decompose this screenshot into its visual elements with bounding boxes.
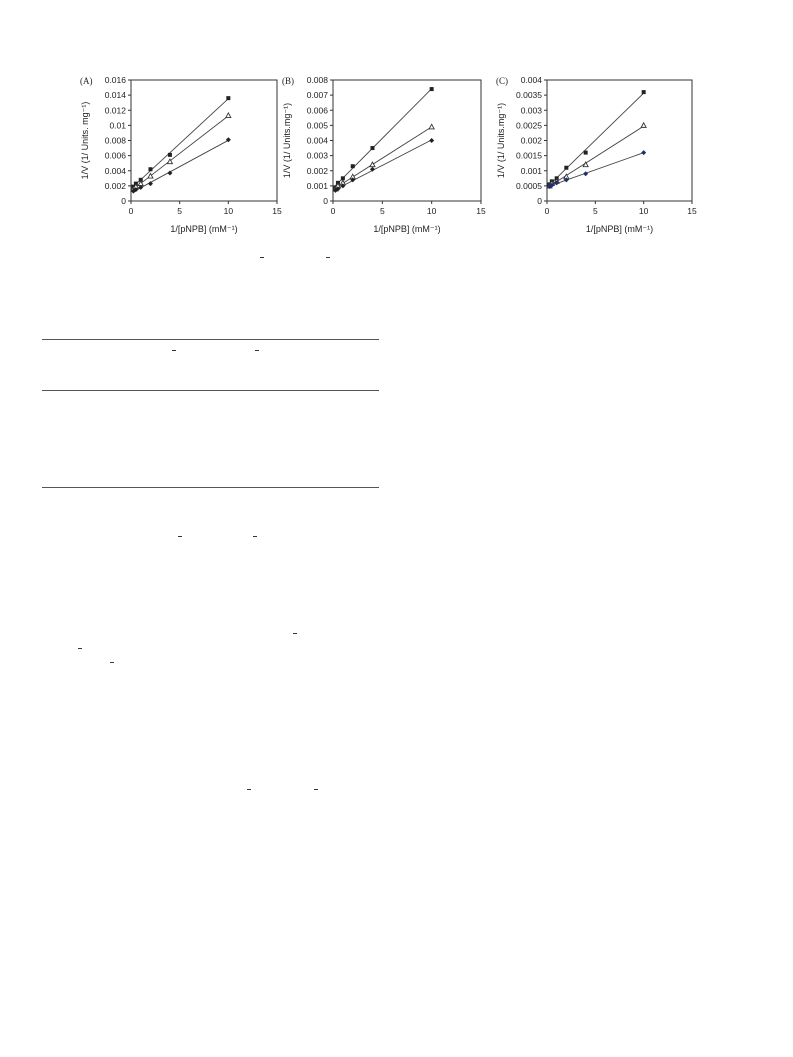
- y-tick-label: 0.0015: [516, 150, 542, 161]
- text-minus-mark: [253, 536, 257, 537]
- table-header-rule: [42, 390, 379, 391]
- data-point-square: [226, 96, 230, 100]
- text-minus-mark: [178, 536, 182, 537]
- panel-label: (A): [80, 76, 93, 86]
- y-tick-label: 0.002: [520, 135, 542, 146]
- y-tick-label: 0.001: [520, 165, 542, 176]
- y-tick-label: 0.004: [520, 75, 542, 85]
- caption-minus-mark: [260, 257, 264, 258]
- y-tick-label: 0.006: [104, 150, 126, 161]
- x-tick-label: 0: [544, 206, 550, 216]
- x-tick-label: 5: [379, 206, 385, 216]
- y-axis-label: 1/V (1/ Units.mg⁻¹): [496, 102, 506, 179]
- data-point-triangle: [429, 124, 434, 129]
- y-tick-label: 0.006: [306, 105, 328, 116]
- regression-line: [549, 126, 643, 186]
- regression-line: [133, 140, 228, 191]
- x-tick-label: 10: [223, 206, 234, 216]
- plot-frame: [333, 80, 481, 201]
- y-tick-label: 0.01: [109, 120, 126, 131]
- y-tick-label: 0.008: [306, 75, 328, 85]
- x-axis-label: 1/[pNPB] (mM⁻¹): [585, 224, 654, 234]
- text-minus-mark: [78, 648, 82, 649]
- x-tick-label: 10: [638, 206, 649, 216]
- x-tick-label: 10: [426, 206, 437, 216]
- x-tick-label: 5: [177, 206, 183, 216]
- y-tick-label: 0.016: [104, 75, 126, 85]
- y-tick-label: 0: [121, 196, 126, 206]
- x-axis-label: 1/[pNPB] (mM⁻¹): [373, 224, 441, 234]
- data-point-diamond: [583, 171, 588, 176]
- data-point-square: [370, 146, 374, 150]
- data-point-triangle: [226, 113, 231, 118]
- data-point-square: [642, 90, 646, 94]
- y-tick-label: 0.003: [306, 150, 328, 161]
- y-tick-label: 0.007: [306, 90, 328, 101]
- data-point-diamond: [429, 138, 434, 143]
- x-tick-label: 0: [128, 206, 134, 216]
- regression-line: [549, 153, 643, 186]
- x-axis-label: 1/[pNPB] (mM⁻¹): [170, 224, 238, 234]
- regression-line: [335, 140, 431, 190]
- text-minus-mark: [314, 789, 318, 790]
- panel-label: (B): [282, 76, 294, 86]
- y-tick-label: 0.0005: [516, 180, 542, 191]
- data-point-diamond: [641, 150, 646, 155]
- data-point-square: [564, 166, 568, 170]
- regression-line: [133, 99, 228, 187]
- y-tick-label: 0.008: [104, 135, 126, 146]
- chart-panel-0: [80, 75, 282, 234]
- table-header-minus-mark: [255, 350, 259, 351]
- text-minus-mark: [293, 633, 297, 634]
- chart-panel-1: [282, 75, 486, 234]
- y-tick-label: 0.004: [306, 135, 328, 146]
- y-tick-label: 0.012: [104, 105, 126, 116]
- y-tick-label: 0.0025: [516, 120, 542, 131]
- data-point-square: [351, 164, 355, 168]
- x-tick-label: 15: [687, 206, 697, 216]
- y-tick-label: 0.001: [306, 180, 328, 191]
- plot-frame: [547, 80, 692, 201]
- y-tick-label: 0: [323, 196, 328, 206]
- x-tick-label: 15: [476, 206, 486, 216]
- table-bottom-rule: [42, 487, 379, 488]
- y-tick-label: 0.005: [306, 120, 328, 131]
- data-point-square: [584, 151, 588, 155]
- caption-minus-mark: [326, 257, 330, 258]
- y-axis-label: 1/V (1/ Units. mg⁻¹): [80, 101, 90, 180]
- x-tick-label: 5: [592, 206, 598, 216]
- y-tick-label: 0: [537, 196, 542, 206]
- panel-label: (C): [496, 76, 508, 86]
- plot-frame: [131, 80, 277, 201]
- data-point-triangle: [370, 162, 375, 167]
- table-top-rule: [42, 339, 379, 340]
- y-tick-label: 0.002: [104, 180, 126, 191]
- table-header-minus-mark: [172, 350, 176, 351]
- x-tick-label: 15: [272, 206, 282, 216]
- y-tick-label: 0.014: [104, 90, 126, 101]
- charts-figure: [0, 0, 793, 260]
- y-tick-label: 0.004: [104, 165, 126, 176]
- data-point-square: [148, 167, 152, 171]
- regression-line: [335, 89, 431, 186]
- x-tick-label: 0: [330, 206, 336, 216]
- y-tick-label: 0.002: [306, 165, 328, 176]
- chart-panel-2: [496, 75, 697, 234]
- y-tick-label: 0.003: [520, 105, 542, 116]
- data-point-triangle: [583, 162, 588, 167]
- data-point-triangle: [641, 123, 646, 128]
- text-minus-mark: [247, 789, 251, 790]
- data-point-square: [430, 87, 434, 91]
- y-axis-label: 1/V (1/ Units.mg⁻¹): [282, 102, 292, 179]
- text-minus-mark: [110, 662, 114, 663]
- y-tick-label: 0.0035: [516, 90, 542, 101]
- regression-line: [549, 93, 643, 185]
- data-point-square: [168, 153, 172, 157]
